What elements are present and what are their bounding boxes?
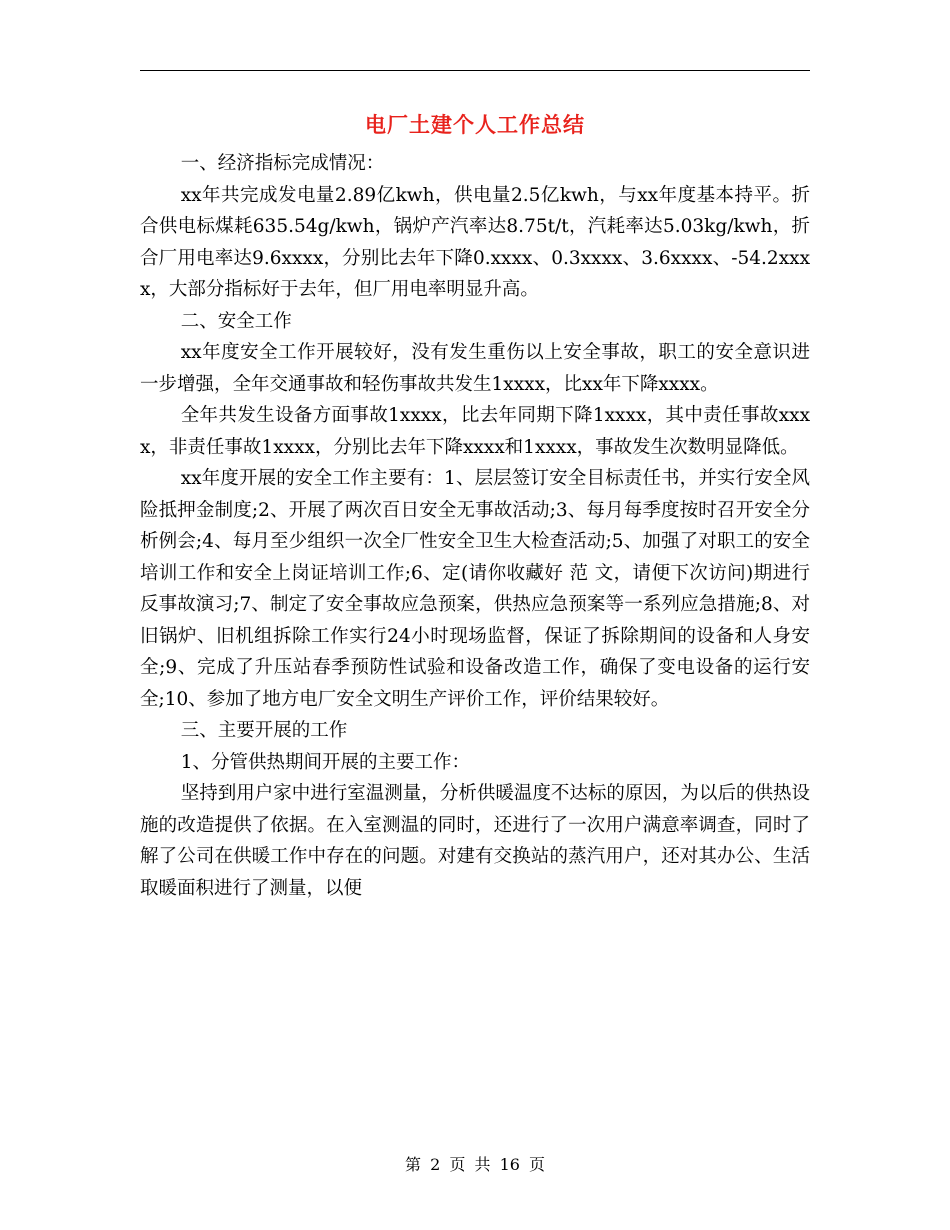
paragraph-heating-work: 坚持到用户家中进行室温测量，分析供暖温度不达标的原因，为以后的供热设施的改造提供了依据。在入室测温的同时，还进行了一次用户满意率调查，同时了解了公司在供暖工作中存在的问题。对建有交换站的蒸汽用户，还对其办公、生活取暖面积进行了测量，以便 (140, 783, 810, 899)
section-heading-safety: 二、安全工作 (180, 310, 292, 332)
footer-label-ye-2: 页 (529, 1155, 546, 1174)
total-pages-number: 16 (499, 1155, 520, 1174)
paragraph-safety-overview: xx年度安全工作开展较好，没有发生重伤以上安全事故，职工的安全意识进一步增强，全年交通事故和轻伤事故共发生1xxxx，比xx年下降xxxx。 (140, 342, 810, 395)
paragraph-equipment-accidents: 全年共发生设备方面事故1xxxx，比去年同期下降1xxxx，其中责任事故xxxx，非责任事故1xxxx，分别比去年下降xxxx和1xxxx，事故发生次数明显降低。 (140, 405, 810, 458)
current-page-number: 2 (430, 1155, 441, 1174)
section-heading-economic: 一、经济指标完成情况： (180, 153, 385, 174)
subsection-heading-heating: 1、分管供热期间开展的主要工作： (180, 751, 470, 773)
paragraph-safety-measures: xx年度开展的安全工作主要有：1、层层签订安全目标责任书，并实行安全风险抵押金制度;2、开展了两次百日安全无事故活动;3、每月每季度按时召开安全分析例会;4、每月至少组织一次全厂性安全卫生大检查活动;5、加强了对职工的安全培训工作和安全上岗证培训工作;6、定(请你收藏好 范 文，请便下次访问)期进行反事故演习;7、制定了安全事故应急预案，供热应急预案等一系列应急措施;8、对旧锅炉、旧机组拆除工作实行24小时现场监督，保证了拆除期间的设备和人身安全;9、完成了升压站春季预防性试验和设备改造工作，确保了变电设备的运行安全;10、参加了地方电厂安全文明生产评价工作，评价结果较好。 (140, 468, 810, 710)
footer-label-gong: 共 (474, 1155, 491, 1174)
page-footer (0, 1153, 950, 1177)
paragraph-economic-indicators: xx年共完成发电量2.89亿kwh，供电量2.5亿kwh，与xx年度基本持平。折合供电标煤耗635.54g/kwh，锅炉产汽率达8.75t/t，汽耗率达5.03kg/kwh，折合厂用电率达9.6xxxx，分别比去年下降0.xxxx、0.3xxxx、3.6xxxx、-54.2xxxx，大部分指标好于去年，但厂用电率明显升高。 (140, 184, 810, 300)
section-heading-main-work: 三、主要开展的工作 (180, 720, 348, 741)
footer-label-ye: 页 (449, 1155, 466, 1174)
footer-label-di: 第 (404, 1155, 421, 1174)
document-title: 电厂土建个人工作总结 (365, 113, 585, 137)
header-rule (140, 70, 810, 71)
document-body (140, 148, 810, 904)
